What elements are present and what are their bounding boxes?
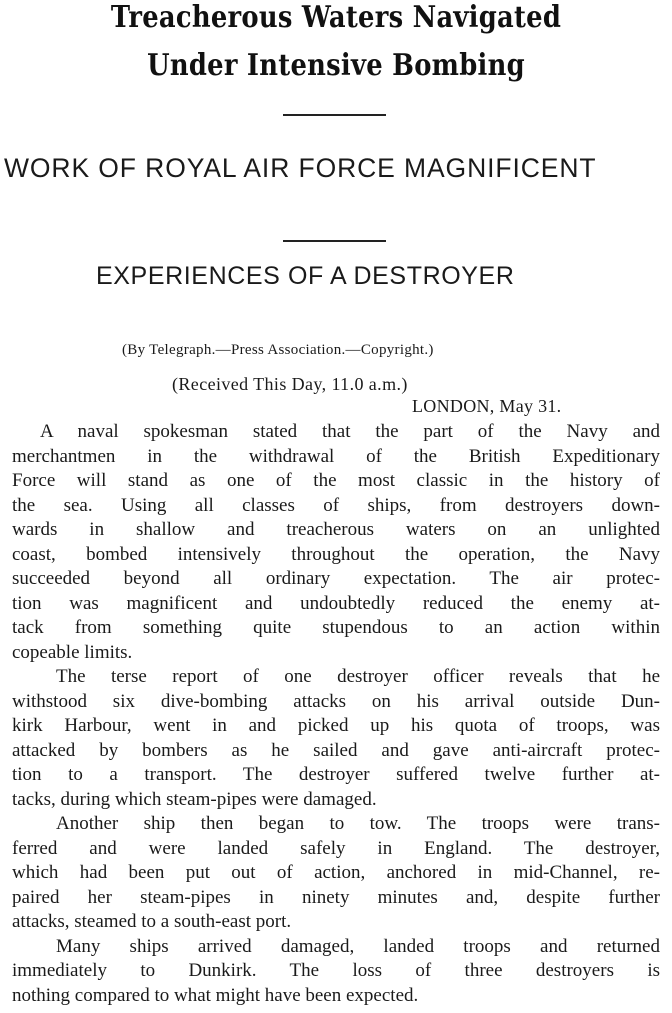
paragraph-1	[12, 420, 660, 665]
press-credit: (By Telegraph.—Press Association.—Copyright.)	[122, 342, 434, 358]
paragraph-line: the sea. Using all classes of ships, from destroyers down-	[12, 494, 660, 516]
paragraph-line: coast, bombed intensively throughout the operation, the Navy	[12, 543, 660, 565]
paragraph-line: kirk Harbour, went in and picked up his quota of troops, was	[12, 715, 660, 736]
paragraph-line: attacked by bombers as he sailed and gave anti-aircraft protec-	[12, 739, 660, 761]
paragraph-4	[12, 935, 660, 1009]
paragraph-line: wards in shallow and treacherous waters on an unlighted	[12, 519, 660, 540]
paragraph-line: copeable limits.	[12, 641, 133, 663]
paragraph-line: A naval spokesman stated that the part of the Navy and	[40, 421, 660, 442]
paragraph-line: nothing compared to what might have been expected.	[12, 984, 419, 1006]
paragraph-line: Another ship then began to tow. The troops were trans-	[56, 813, 660, 834]
paragraph-line: tion was magnificent and undoubtedly reduced the enemy at-	[12, 592, 660, 614]
paragraph-line: paired her steam-pipes in ninety minutes and, despite further	[12, 886, 660, 908]
dateline: LONDON, May 31.	[412, 396, 562, 416]
paragraph-line: Force will stand as one of the most classic in the history of	[12, 470, 660, 491]
paragraph-line: Many ships arrived damaged, landed troops and returned	[56, 935, 660, 957]
subheadline-raf: WORK OF ROYAL AIR FORCE MAGNIFICENT	[4, 153, 597, 183]
divider-rule-2	[283, 240, 386, 242]
paragraph-2	[12, 665, 660, 812]
paragraph-line: The terse report of one destroyer officer reveals that he	[56, 666, 660, 687]
paragraph-line: attacks, steamed to a south-east port.	[12, 911, 292, 932]
paragraph-line: tion to a transport. The destroyer suffered twelve further at-	[12, 764, 660, 785]
paragraph-line: succeeded beyond all ordinary expectation. The air protec-	[12, 568, 660, 589]
article-body	[12, 420, 660, 1008]
paragraph-line: withstood six dive-bombing attacks on his arrival outside Dun-	[12, 690, 660, 712]
paragraph-line: which had been put out of action, anchored in mid-Channel, re-	[12, 862, 660, 883]
subheadline-destroyer: EXPERIENCES OF A DESTROYER	[96, 262, 515, 290]
paragraph-line: merchantmen in the withdrawal of the British Expeditionary	[12, 445, 660, 467]
paragraph-line: immediately to Dunkirk. The loss of three destroyers is	[12, 960, 660, 981]
paragraph-3	[12, 812, 660, 935]
paragraph-line: tacks, during which steam-pipes were damaged.	[12, 788, 377, 810]
headline-line-2: Under Intensive Bombing	[147, 48, 525, 83]
headline-line-1: Treacherous Waters Navigated	[110, 0, 562, 35]
received-time: (Received This Day, 11.0 a.m.)	[172, 374, 408, 394]
paragraph-line: ferred and were landed safely in England. The destroyer,	[12, 837, 660, 859]
paragraph-line: tack from something quite stupendous to an action within	[12, 617, 660, 638]
divider-rule-1	[283, 114, 386, 116]
